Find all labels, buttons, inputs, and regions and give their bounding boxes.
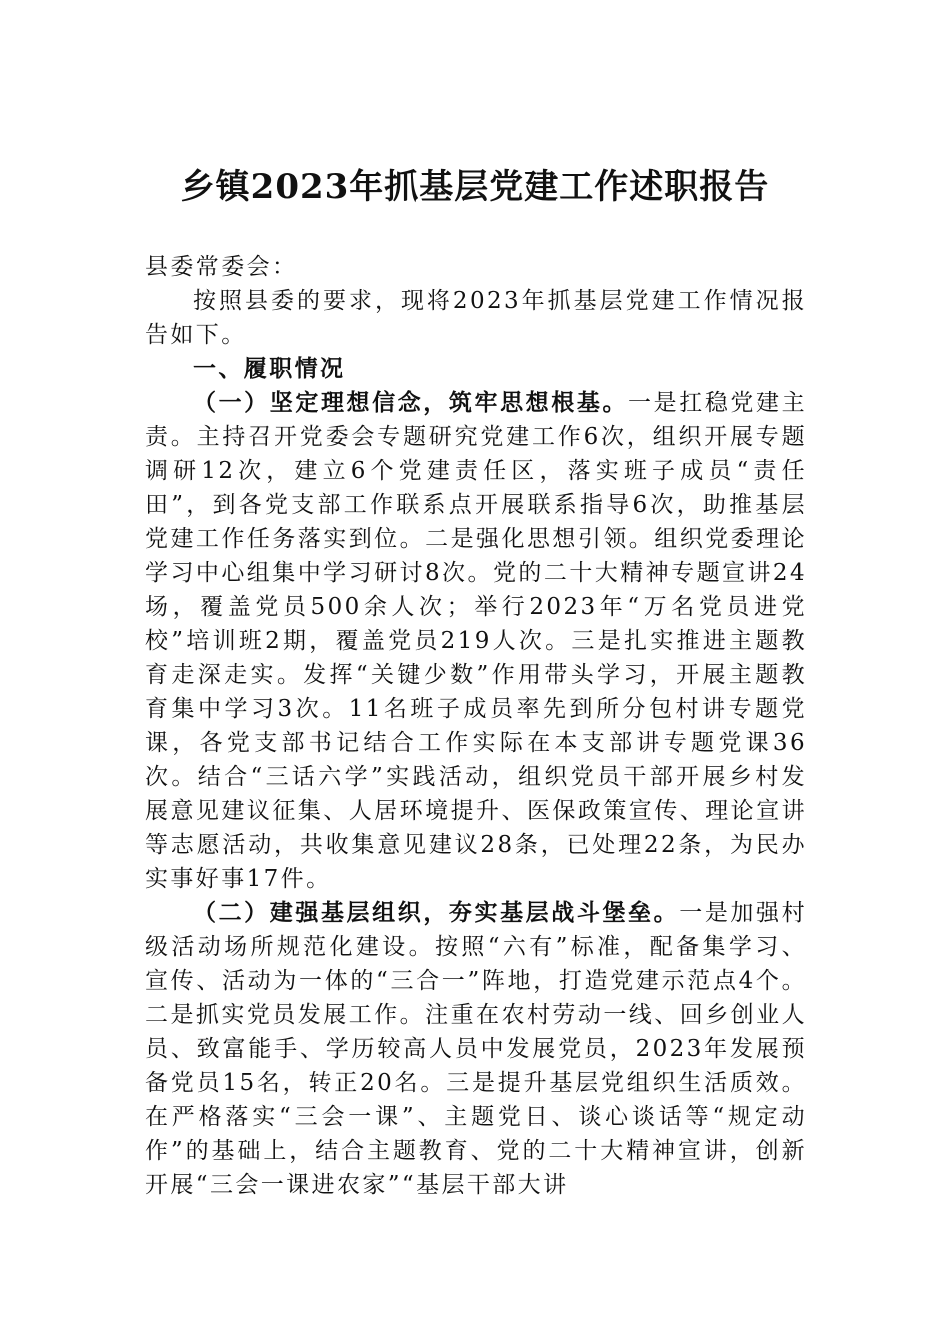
document-title: 乡镇2023年抓基层党建工作述职报告	[180, 167, 770, 207]
document-body	[145, 250, 807, 1202]
paragraph-1-body: 一是扛稳党建主责。主持召开党委会专题研究党建工作6次，组织开展专题调研12次，建立6个党建责任区，落实班子成员“责任田”，到各党支部工作联系点开展联系指导6次，助推基层党建工作任务落实到位。二是强化思想引领。组织党委理论学习中心组集中学习研讨8次。党的二十大精神专题宣讲24场，覆盖党员500余人次；举行2023年“万名党员进党校”培训班2期，覆盖党员219人次。三是扎实推进主题教育走深走实。发挥“关键少数”作用带头学习，开展主题教育集中学习3次。11名班子成员率先到所分包村讲专题党课，各党支部书记结合工作实际在本支部讲专题党课36次。结合“三话六学”实践活动，组织党员干部开展乡村发展意见建议征集、人居环境提升、医保政策宣传、理论宣讲等志愿活动，共收集意见建议28条，已处理22条，为民办实事好事17件。	[145, 390, 807, 892]
intro-paragraph: 按照县委的要求，现将2023年抓基层党建工作情况报告如下。	[145, 288, 807, 348]
paragraph-2-lead: （二）建强基层组织，夯实基层战斗堡垒。	[193, 899, 680, 926]
paragraph-2	[145, 896, 807, 1202]
paragraph-2-body: 一是加强村级活动场所规范化建设。按照“六有”标准，配备集学习、宣传、活动为一体的“三合一”阵地，打造党建示范点4个。二是抓实党员发展工作。注重在农村劳动一线、回乡创业人员、致富能手、学历较高人员中发展党员，2023年发展预备党员15名，转正20名。三是提升基层党组织生活质效。在严格落实“三会一课”、主题党日、谈心谈话等“规定动作”的基础上，结合主题教育、党的二十大精神宣讲，创新开展“三会一课进农家”“基层干部大讲	[145, 900, 807, 1198]
section-heading: 一、履职情况	[193, 356, 346, 382]
paragraph-1	[145, 386, 807, 896]
paragraph-1-lead: （一）坚定理想信念，筑牢思想根基。	[193, 389, 629, 416]
salutation: 县委常委会：	[145, 254, 298, 280]
